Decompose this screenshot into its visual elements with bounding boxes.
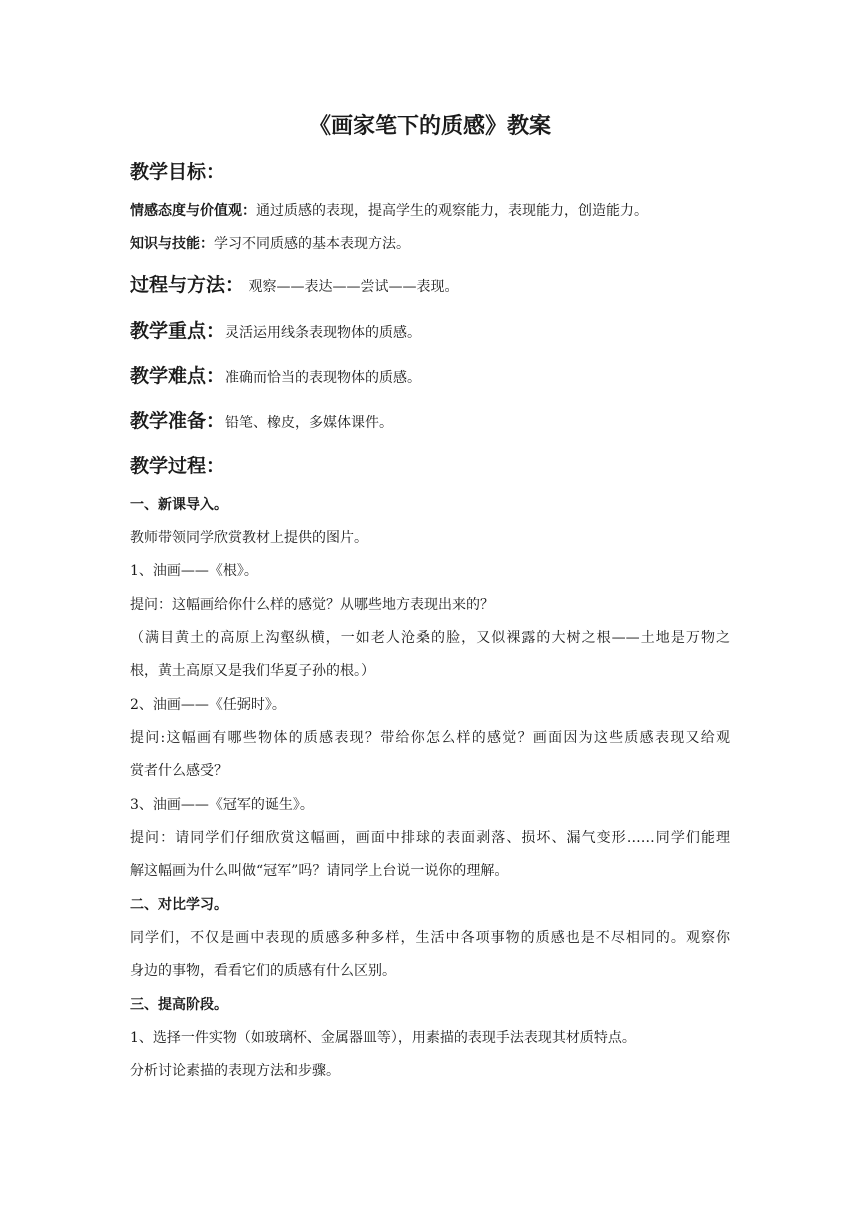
section-1-intro: 教师带领同学欣赏教材上提供的图片。 bbox=[130, 530, 368, 546]
key-heading: 教学重点： bbox=[130, 320, 226, 342]
difficulty-text: 准确而恰当的表现物体的质感。 bbox=[225, 370, 422, 386]
process-method-text: 观察——表达——尝试——表现。 bbox=[244, 279, 459, 295]
item-1: 1、油画——《根》。 bbox=[130, 563, 258, 579]
emotion-label: 情感态度与价值观： bbox=[130, 203, 256, 219]
key-points bbox=[130, 317, 730, 347]
knowledge-label: 知识与技能： bbox=[130, 236, 214, 252]
prep-heading: 教学准备： bbox=[130, 410, 226, 432]
question-2-line-2: 赏者什么感受？ bbox=[130, 763, 228, 779]
section-3-heading: 三、提高阶段。 bbox=[130, 997, 228, 1013]
item-3: 3、油画——《冠军的诞生》。 bbox=[130, 797, 314, 813]
question-2-line-1: 提问:这幅画有哪些物体的质感表现？带给你怎么样的感觉？画面因为这些质感表现又给观 bbox=[130, 730, 730, 746]
section-2-heading: 二、对比学习。 bbox=[130, 897, 228, 913]
key-text: 灵活运用线条表现物体的质感。 bbox=[225, 325, 422, 341]
answer-1-line-2: 根，黄土高原又是我们华夏子孙的根。） bbox=[130, 663, 375, 679]
item-2: 2、油画——《任弼时》。 bbox=[130, 697, 286, 713]
section-2-line-2: 身边的事物，看看它们的质感有什么区别。 bbox=[130, 963, 396, 979]
answer-1-line-1: （满目黄土的高原上沟壑纵横，一如老人沧桑的脸，又似裸露的大树之根——土地是万物之 bbox=[130, 630, 730, 646]
procedure-heading: 教学过程： bbox=[130, 455, 226, 477]
difficulty-heading: 教学难点： bbox=[130, 365, 226, 387]
question-3-line-1: 提问：请同学们仔细欣赏这幅画，画面中排球的表面剥落、损坏、漏气变形……同学们能理 bbox=[130, 830, 730, 846]
process-method bbox=[130, 271, 730, 301]
question-3-line-2: 解这幅画为什么叫做“冠军”吗？请同学上台说一说你的理解。 bbox=[130, 863, 509, 879]
section-1-heading: 一、新课导入。 bbox=[130, 497, 228, 513]
section-3-item-1: 1、选择一件实物（如玻璃杯、金属器皿等），用素描的表现手法表现其材质特点。 bbox=[130, 1030, 636, 1046]
question-1: 提问：这幅画给你什么样的感觉？从哪些地方表现出来的？ bbox=[130, 597, 494, 613]
section-3-item-2: 分析讨论素描的表现方法和步骤。 bbox=[130, 1063, 340, 1079]
process-method-heading: 过程与方法： bbox=[130, 274, 245, 296]
emotion-text: 通过质感的表现，提高学生的观察能力，表现能力，创造能力。 bbox=[256, 203, 648, 219]
emotion-objective bbox=[130, 200, 730, 222]
difficult-points bbox=[130, 362, 730, 392]
objectives-heading: 教学目标： bbox=[130, 161, 226, 183]
section-2-line-1: 同学们，不仅是画中表现的质感多种多样，生活中各项事物的质感也是不尽相同的。观察你 bbox=[130, 930, 730, 946]
knowledge-objective bbox=[130, 233, 730, 255]
preparation bbox=[130, 407, 730, 437]
page-title: 《画家笔下的质感》教案 bbox=[308, 113, 551, 139]
prep-text: 铅笔、橡皮，多媒体课件。 bbox=[225, 415, 394, 431]
knowledge-text: 学习不同质感的基本表现方法。 bbox=[214, 236, 410, 252]
